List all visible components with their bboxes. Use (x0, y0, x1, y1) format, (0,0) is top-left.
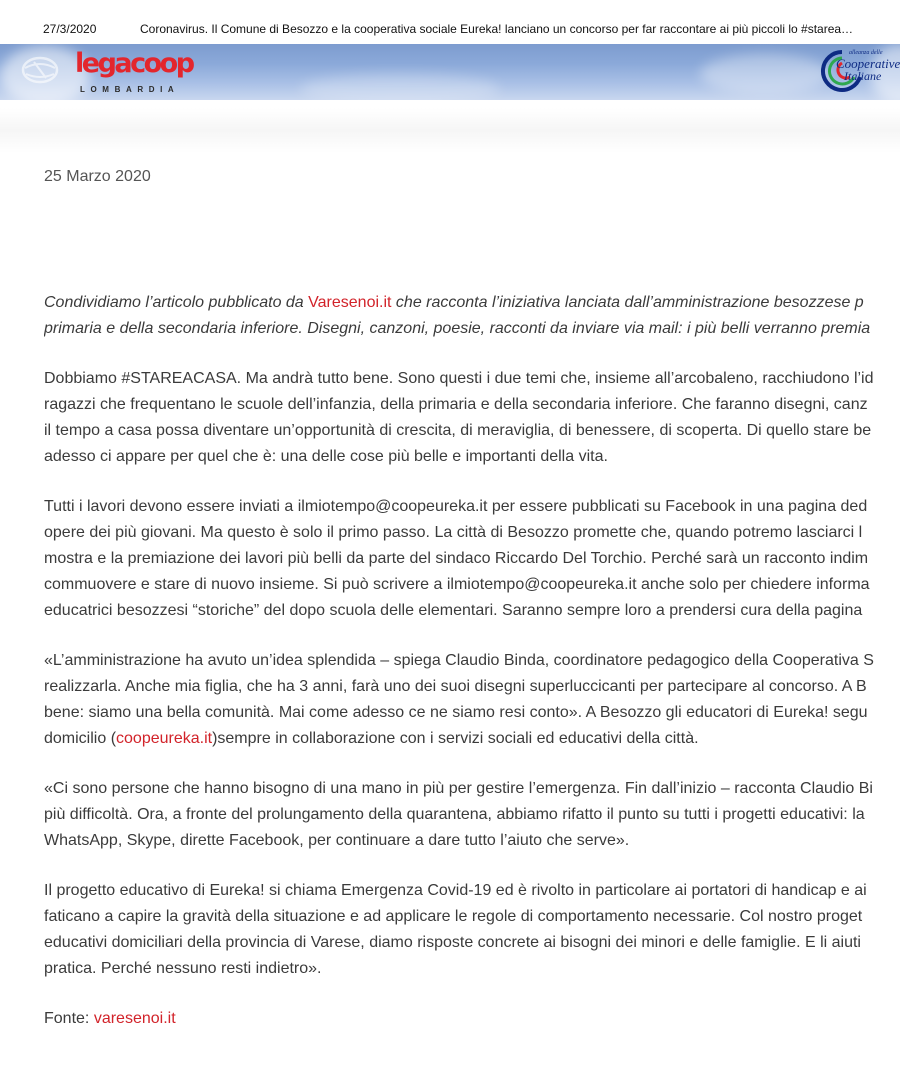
paragraph-line: bene: siamo una bella comunità. Mai come adesso ce ne siamo resi conto». A Besozzo gli educatori di Eureka! segu (44, 704, 868, 721)
paragraph-line: il tempo a casa possa diventare un’opportunità di crescita, di meraviglia, di benessere, di scoperta. Di quello stare be (44, 422, 872, 439)
print-date: 27/3/2020 (43, 22, 97, 36)
intro-line: primaria e della secondaria inferiore. Disegni, canzoni, poesie, racconti da inviare via mail: i più belli verranno premia (44, 320, 871, 337)
source-link[interactable]: varesenoi.it (93, 1010, 176, 1027)
intro-text: che racconta l’iniziativa lanciata dall’amministrazione besozzese p (391, 294, 864, 311)
print-header (0, 0, 900, 44)
paragraph-line: «L’amministrazione ha avuto un’idea splendida – spiega Claudio Binda, coordinatore pedagogico della Cooperativa S (44, 652, 874, 669)
paragraph-line: «Ci sono persone che hanno bisogno di una mano in più per gestire l’emergenza. Fin dall’inizio – racconta Claudio Bi (44, 780, 873, 797)
varesenoi-link[interactable]: Varesenoi.it (308, 294, 392, 311)
legacoop-wordmark: legacoop (75, 48, 193, 79)
paragraph-line: faticano a capire la gravità della situazione e ad applicare le regole di comportamento necessarie. Col nostro proget (44, 908, 863, 925)
paragraph-line: commuovere e stare di nuovo insieme. Si può scrivere a ilmiotempo@coopeureka.it anche solo per chiedere informa (44, 576, 870, 593)
faded-page-header (0, 108, 900, 153)
paragraph-line: realizzarla. Anche mia figlia, che ha 3 anni, farà uno dei suoi disegni superluccicanti per partecipare al concorso. A B (44, 678, 867, 695)
paragraph-line: WhatsApp, Skype, dirette Facebook, per continuare a dare tutto l’aiuto che serve». (44, 832, 630, 849)
paragraph-line: mostra e la premiazione dei lavori più belli da parte del sindaco Riccardo Del Torchio. Perché sarà un racconto indim (44, 550, 869, 567)
site-banner (0, 44, 900, 100)
paragraph-2 (44, 494, 900, 624)
coopeureka-link[interactable]: coopeureka.it (116, 730, 213, 747)
paragraph-3 (44, 648, 900, 752)
paragraph-line: ragazzi che frequentano le scuole dell’infanzia, della primaria e della secondaria inferiore. Che faranno disegni, canz (44, 396, 868, 413)
paragraph-line: Tutti i lavori devono essere inviati a ilmiotempo@coopeureka.it per essere pubblicati su Facebook in una pagina ded (44, 498, 868, 515)
paragraph-line: opere dei più giovani. Ma questo è solo il primo passo. La città di Besozzo promette che, quando potremo lasciarci l (44, 524, 863, 541)
paragraph-1 (44, 366, 900, 470)
article-intro (44, 290, 900, 342)
source-label: Fonte: (44, 1010, 94, 1027)
paragraph-5 (44, 878, 900, 982)
paragraph-text: )sempre in collaborazione con i servizi sociali ed educativi della città. (212, 730, 699, 747)
paragraph-text: domicilio ( (44, 730, 117, 747)
paragraph-line: adesso ci appare per quel che è: una delle cose più belle e importanti della vita. (44, 448, 608, 465)
partner-line-1: alleanza delle (849, 50, 883, 56)
intro-text: Condividiamo l’articolo pubblicato da (44, 294, 309, 311)
cloud-decoration (300, 74, 500, 100)
paragraph-line: pratica. Perché nessuno resti indietro». (44, 960, 322, 977)
legacoop-logo[interactable] (75, 47, 193, 99)
paragraph-line: educativi domiciliari della provincia di Varese, diamo risposte concrete ai bisogni dei minori e delle famiglie. E li aiuti (44, 934, 861, 951)
article-body (44, 290, 900, 1056)
partner-line-3: Italiane (844, 69, 882, 83)
source-line (44, 1010, 176, 1027)
paragraph-line: educatrici besozzesi “storiche” del dopo scuola delle elementari. Saranno sempre loro a prendersi cura della pagina (44, 602, 863, 619)
print-page-title: Coronavirus. Il Comune di Besozzo e la cooperativa sociale Eureka! lanciano un concorso per far raccontare ai più piccoli lo #starea… (140, 22, 854, 36)
paragraph-line: Il progetto educativo di Eureka! si chiama Emergenza Covid-19 ed è rivolto in particolare ai portatori di handicap e ai (44, 882, 867, 899)
article-date: 25 Marzo 2020 (44, 168, 151, 185)
paragraph-line (44, 730, 699, 747)
legacoop-region: LOMBARDIA (80, 85, 180, 94)
source-attribution (44, 1006, 900, 1032)
intro-line (44, 294, 864, 311)
paragraph-line: Dobbiamo #STAREACASA. Ma andrà tutto bene. Sono questi i due temi che, insieme all’arcobaleno, racchiudono l’id (44, 370, 874, 387)
world-emblem-icon (20, 50, 60, 90)
paragraph-line: più difficoltà. Ora, a fronte del prolungamento della quarantena, abbiamo rifatto il punto su tutti i progetti educativi: la (44, 806, 865, 823)
partner-line-2: Cooperative (836, 56, 900, 71)
alleanza-cooperative-logo[interactable] (836, 50, 900, 82)
paragraph-4 (44, 776, 900, 854)
cloud-decoration (700, 54, 830, 94)
